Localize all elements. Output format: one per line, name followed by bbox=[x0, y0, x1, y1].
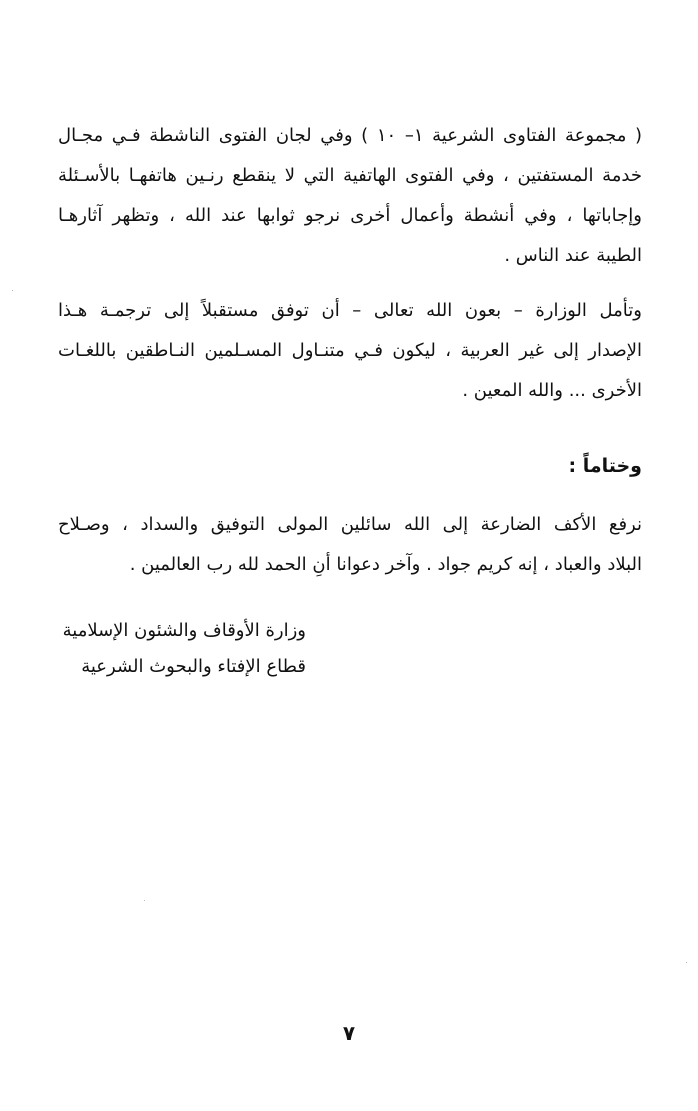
page-number: ٧ bbox=[342, 1021, 356, 1045]
text-line: ( مجموعة الفتاوى الشرعية ١– ١٠ ) وفي لجان الفتوى الناشطة فـي مجـال bbox=[58, 125, 642, 146]
scan-speck bbox=[686, 962, 687, 963]
paragraph-translation-hope bbox=[58, 291, 642, 411]
paragraph-fatwa-activities bbox=[58, 116, 642, 276]
text-line: البلاد والعباد ، إنه كريم جواد . وآخر دعوانا أنِ الحمد لله رب العالمين . bbox=[129, 554, 642, 575]
scan-speck bbox=[144, 900, 145, 901]
text-line: نرفع الأكف الضارعة إلى الله سائلين المولى التوفيق والسداد ، وصـلاح bbox=[58, 514, 642, 535]
text-line: وتأمل الوزارة – بعون الله تعالى – أن توفق مستقبلاً إلى ترجمـة هـذا bbox=[58, 300, 642, 321]
closing-heading: وختاماً : bbox=[568, 455, 642, 477]
text-line: الإصدار إلى غير العربية ، ليكون فـي متنـاول المسـلمين النـاطقين باللغـات bbox=[58, 340, 642, 361]
text-line: وإجاباتها ، وفي أنشطة وأعمال أخرى نرجو ثوابها عند الله ، وتظهر آثارهـا bbox=[58, 205, 642, 226]
paragraph-closing-prayer bbox=[58, 505, 642, 585]
signature-ministry: وزارة الأوقاف والشئون الإسلامية bbox=[62, 620, 306, 641]
text-line: خدمة المستفتين ، وفي الفتوى الهاتفية التي لا ينقطع رنـين هاتفهـا بالأسـئلة bbox=[58, 165, 642, 186]
text-line: الأخرى ... والله المعين . bbox=[462, 380, 642, 401]
scan-speck bbox=[12, 290, 13, 291]
signature-sector: قطاع الإفتاء والبحوث الشرعية bbox=[81, 656, 306, 677]
text-line: الطيبة عند الناس . bbox=[504, 245, 642, 266]
